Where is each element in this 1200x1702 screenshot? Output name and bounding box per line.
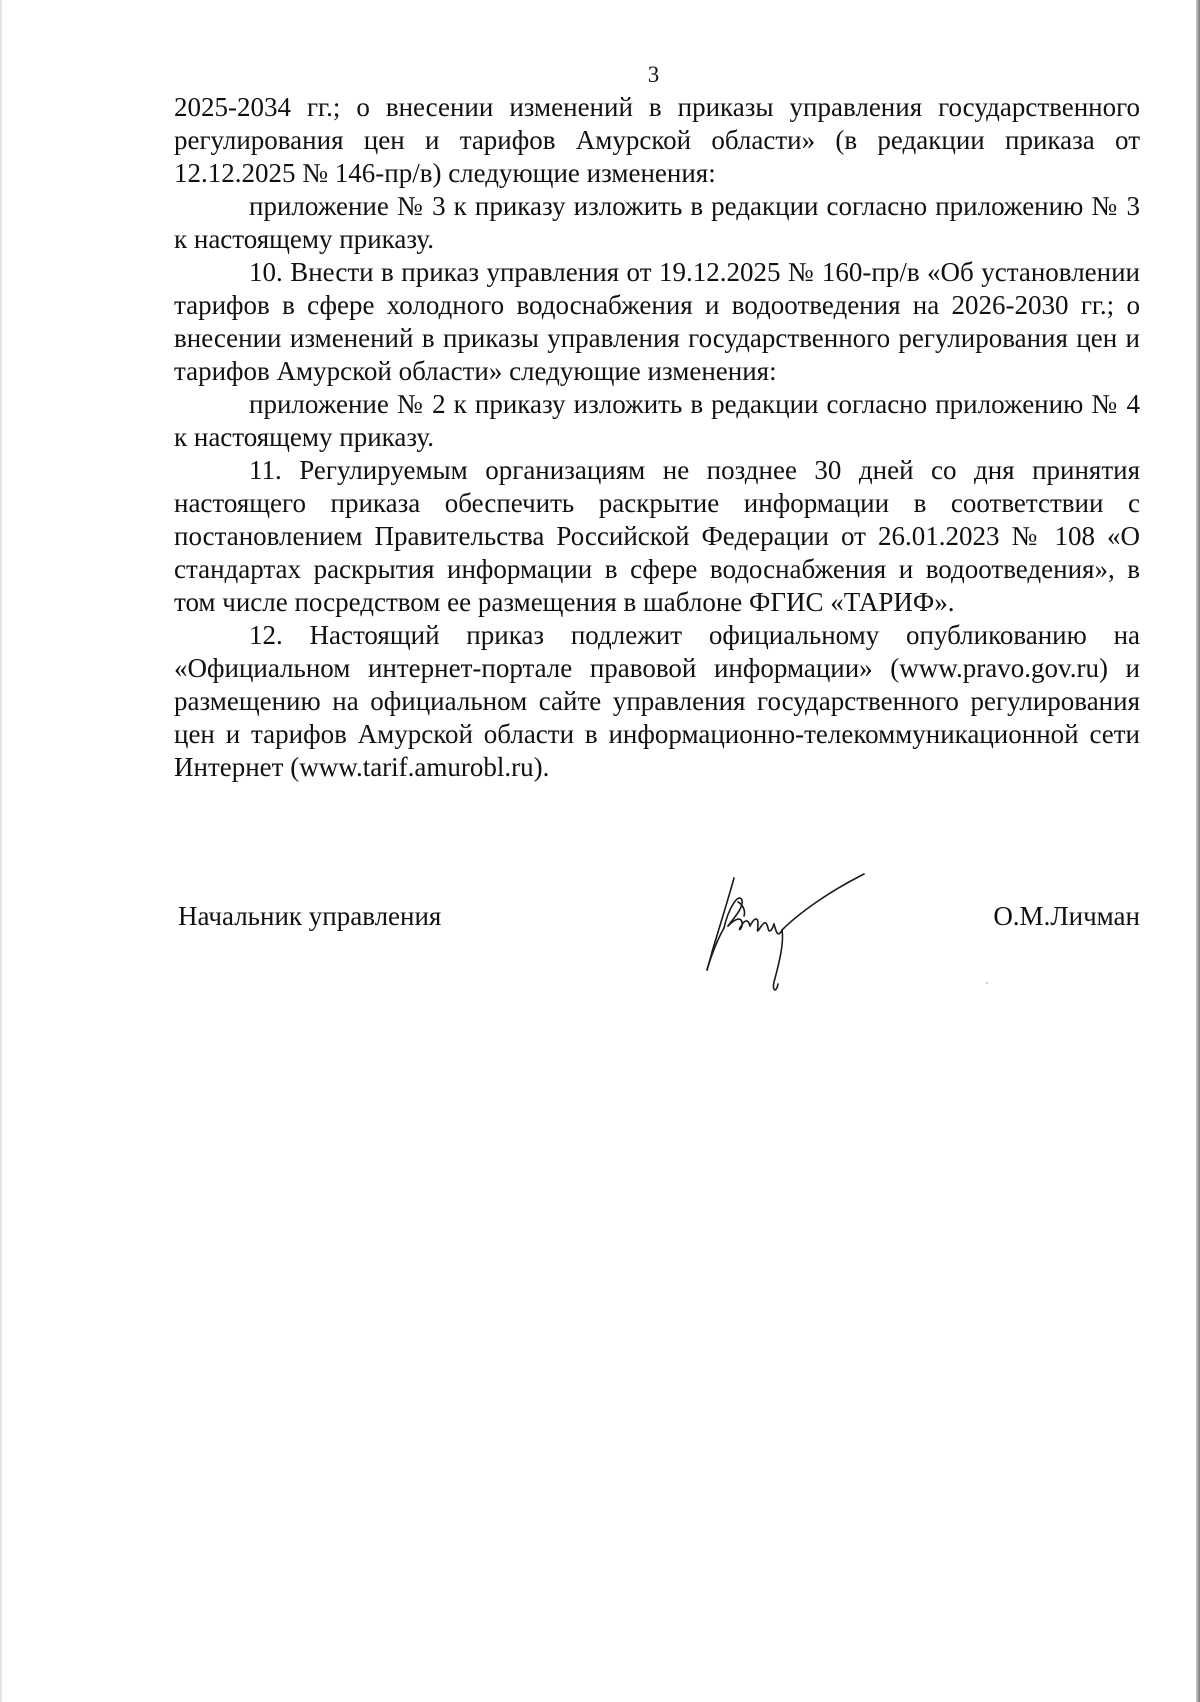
handwritten-signature xyxy=(698,870,888,1000)
document-body xyxy=(174,91,1140,784)
paragraph-item-11: 11. Регулируемым организациям не позднее 30 дней со дня принятия настоящего приказа обеспечить раскрытие информации в соответствии с постановлением Правительства Российской Федерации от 26.01.2023 № 108 «О стандартах раскрытия информации в сфере водоснабжения и водоотведения», в том числе посредством ее размещения в шаблоне ФГИС «ТАРИФ». xyxy=(174,455,1140,617)
scan-edge-left xyxy=(0,0,2,1702)
signer-position: Начальник управления xyxy=(178,901,442,931)
paragraph-item-12: 12. Настоящий приказ подлежит официальному опубликованию на «Официальном интернет-портале правовой информации» (www.pravo.gov.ru) и размещению на официальном сайте управления государственного регулирования цен и тарифов Амурской области в информационно-телекоммуникационной сети Интернет (www.tarif.amurobl.ru). xyxy=(174,620,1140,782)
paragraph-item-10: 10. Внести в приказ управления от 19.12.2025 № 160-пр/в «Об установлении тарифов в сфере холодного водоснабжения и водоотведения на 2026-2030 гг.; о внесении изменений в приказы управления государственного регулирования цен и тарифов Амурской области» следующие изменения: xyxy=(174,257,1140,386)
signature-block xyxy=(178,870,1140,1000)
paragraph-continuation: 2025-2034 гг.; о внесении изменений в приказы управления государственного регулирования цен и тарифов Амурской области» (в редакции приказа от 12.12.2025 № 146-пр/в) следующие изменения: xyxy=(174,92,1140,188)
signer-name: О.М.Личман xyxy=(993,901,1140,931)
page-number: 3 xyxy=(647,62,660,87)
scan-edge-right xyxy=(1196,0,1200,1702)
scan-artifact xyxy=(986,982,988,984)
paragraph-appendix-3: приложение № 3 к приказу изложить в редакции согласно приложению № 3 к настоящему приказу. xyxy=(174,191,1140,254)
paragraph-appendix-2: приложение № 2 к приказу изложить в редакции согласно приложению № 4 к настоящему приказу. xyxy=(174,389,1140,452)
